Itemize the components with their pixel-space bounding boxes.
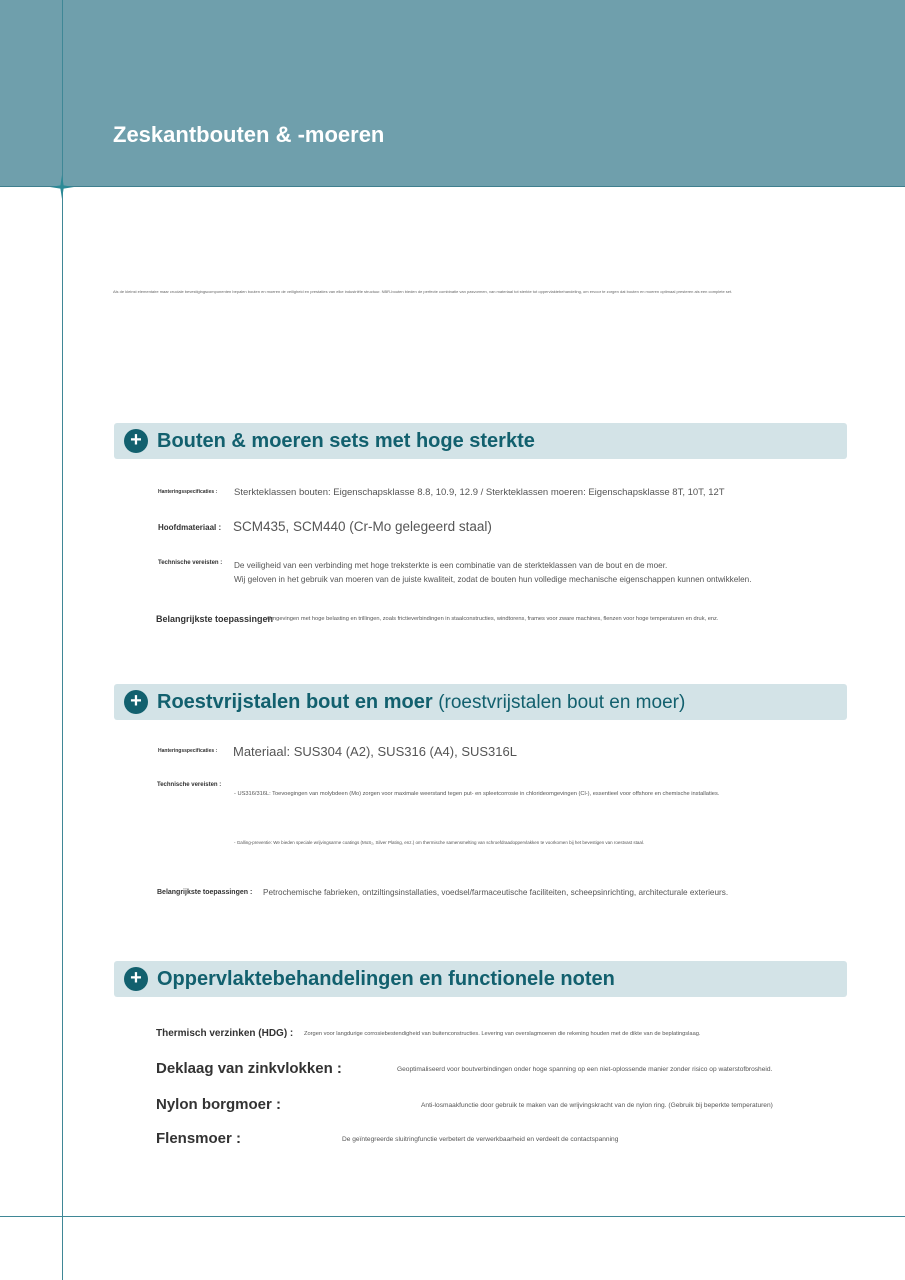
zinc-flake-label: Deklaag van zinkvlokken :	[156, 1060, 342, 1077]
bottom-rule	[0, 1216, 905, 1217]
page-title: Zeskantbouten & -moeren	[113, 122, 385, 147]
section-title: Oppervlaktebehandelingen en functionele noten	[157, 968, 615, 990]
applications-value: Petrochemische fabrieken, ontziltingsinstallaties, voedsel/farmaceutische faciliteiten, scheepsinrichting, architecturale exterieurs.	[263, 888, 729, 897]
plus-icon: +	[124, 429, 148, 453]
section-subtitle: (roestvrijstalen bout en moer)	[438, 692, 686, 713]
requirements-value-line1: De veiligheid van een verbinding met hoge treksterkte is een combinatie van de sterkteklassen van de bout en de moer.	[234, 561, 668, 570]
plus-icon: +	[124, 967, 148, 991]
requirements-value-line1: - US316/316L: Toevoegingen van molybdeen (Mo) zorgen voor maximale weerstand tegen put- en spleetcorrosie in chlorideomgevingen (Cl-), essentieel voor offshore en chemische installaties.	[234, 791, 720, 797]
header-banner	[0, 0, 905, 187]
intro-text: Als de kleinst elementaire maar cruciale bevestigingscomponenten bepalen bouten en moeren de veiligheid en prestaties van elke industriële structuur. NBR-bouten bieden de perfecte combinatie van pasvormen, van materiaal tot sterkte tot oppervlaktebehandeling, om ervoor te zorgen dat bouten en moeren optimaal presteren als een complete set.	[113, 289, 733, 294]
zinc-flake-value: Geoptimaliseerd voor boutverbindingen onder hoge spanning op een niet-oplossende manier zonder risico op waterstofbrosheid.	[397, 1066, 773, 1073]
applications-value: Omgevingen met hoge belasting en trillingen, zoals frictieverbindingen in staalconstructies, windtorens, frames voor zware machines, flenzen voor hoge temperaturen en druk, enz.	[267, 616, 719, 622]
flange-label: Flensmoer :	[156, 1130, 242, 1147]
section-header-surface	[114, 961, 847, 997]
nylon-label: Nylon borgmoer :	[156, 1096, 282, 1113]
spec-label: Hanteringsspecificaties :	[158, 748, 218, 754]
requirements-label: Technische vereisten :	[157, 782, 222, 788]
spec-value: Sterkteklassen bouten: Eigenschapsklasse 8.8, 10.9, 12.9 / Sterkteklassen moeren: Eigenschapsklasse 8T, 10T, 12T	[234, 487, 725, 498]
section-header-high-strength	[114, 423, 847, 459]
material-label: Hoofdmateriaal :	[158, 523, 222, 532]
section-header-stainless	[114, 684, 847, 720]
requirements-label: Technische vereisten :	[158, 560, 223, 566]
hdg-value: Zorgen voor langdurige corrosiebestendigheid van buitenconstructies. Levering van overslagmoeren die rekening houden met de dikte van de beplatingslaag.	[304, 1031, 701, 1037]
material-value: SCM435, SCM440 (Cr-Mo gelegeerd staal)	[233, 519, 492, 534]
hdg-label: Thermisch verzinken (HDG) :	[156, 1028, 294, 1039]
flange-value: De geïntegreerde sluitringfunctie verbetert de verwerkbaarheid en verdeelt de contactspanning	[342, 1136, 619, 1143]
spec-label: Hanteringsspecificaties :	[158, 489, 218, 495]
requirements-value-line2: - Galling-preventie: We bieden speciale wrijvingsarme coatings (MoS₂, Silver Plating, enz.) om thermische samensmelting van schroefdraadoppervlakken te voorkomen bij het bevestigen van roestvast staal.	[234, 840, 645, 845]
requirements-value-line2: Wij geloven in het gebruik van moeren van de juiste kwaliteit, zodat de bouten hun volledige mechanische eigenschappen kunnen ontwikkelen.	[234, 575, 752, 584]
spec-value: Materiaal: SUS304 (A2), SUS316 (A4), SUS316L	[233, 744, 517, 759]
applications-label: Belangrijkste toepassingen :	[157, 889, 253, 896]
nylon-value: Anti-losmaakfunctie door gebruik te maken van de wrijvingskracht van de nylon ring. (Gebruik bij beperkte temperaturen)	[421, 1102, 773, 1109]
applications-label: Belangrijkste toepassingen	[156, 614, 274, 624]
section-title: Bouten & moeren sets met hoge sterkte	[157, 430, 535, 452]
plus-icon: +	[124, 690, 148, 714]
star-icon	[50, 175, 74, 199]
section-title: Roestvrijstalen bout en moer (roestvrijstalen bout en moer)	[157, 691, 686, 713]
